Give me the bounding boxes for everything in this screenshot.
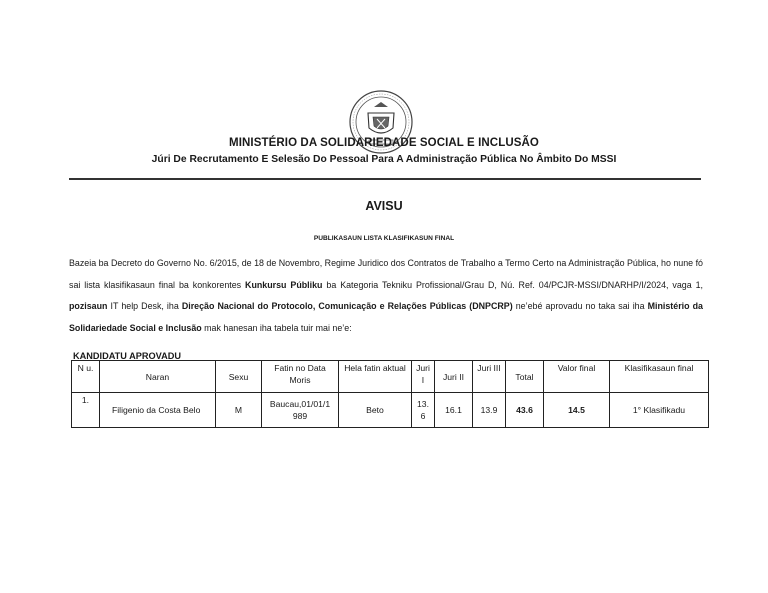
col-header-juri3: Juri III [473,361,506,393]
cell-klas: 1° Klasifikadu [610,393,709,428]
col-header-sexu: Sexu [216,361,262,393]
cell-juri1: 13. 6 [412,393,435,428]
notice-paragraph: Bazeia ba Decreto do Governo No. 6/2015, de 18 de Novembro, Regime Juridico dos Contratos de Trabalho a Termo Certo na Administração Pública, ho nune fó sai lista klasifikasaun final ba konkorentes Kunkursu Públiku ba Kategoria Tekniku Profissional/Grau D, Nú. Ref. 04/PCJR-MSSI/DNARHP/I/2024, vaga 1, pozisaun IT help Desk, iha Direção Nacional do Protocolo, Comunicação e Relações Públicas (DNPCRP) ne’ebé aprovadu no taka sai iha Ministério da Solidariedade Social e Inclusão mak hanesan iha tabela tuir mai ne’e: [69,258,703,334]
table-row [72,393,709,428]
table-caption: KANDIDATU APROVADU [73,351,182,361]
cell-fatin: Baucau,01/01/1 989 [262,393,339,428]
ministry-name: MINISTÉRIO DA SOLIDARIEDADE SOCIAL E INCLUSÃO [229,137,539,149]
col-header-hela: Hela fatin aktual [339,361,412,393]
notice-subtitle: PUBLIKASAUN LISTA KLASIFIKASUN FINAL [313,235,455,242]
col-header-juri1: Juri I [412,361,435,393]
cell-total: 43.6 [506,393,544,428]
header-divider [69,178,701,180]
cell-naran: Filigenio da Costa Belo [100,393,216,428]
notice-title: AVISU [365,199,403,213]
col-header-klas: Klasifikasaun final [610,361,709,393]
cell-valor: 14.5 [544,393,610,428]
table-header-row [72,361,709,393]
results-table [71,360,709,428]
col-header-nu: N u. [72,361,100,393]
cell-sexu: M [216,393,262,428]
cell-nu: 1. [72,393,100,428]
col-header-valor: Valor final [544,361,610,393]
cell-juri2: 16.1 [435,393,473,428]
cell-juri3: 13.9 [473,393,506,428]
col-header-juri2: Juri II [435,361,473,393]
col-header-total: Total [506,361,544,393]
jury-name: Júri De Recrutamento E Selesão Do Pessoal Para A Administração Pública No Âmbito Do MSSI [151,154,617,165]
col-header-fatin: Fatin no Data Moris [262,361,339,393]
col-header-naran: Naran [100,361,216,393]
cell-hela: Beto [339,393,412,428]
